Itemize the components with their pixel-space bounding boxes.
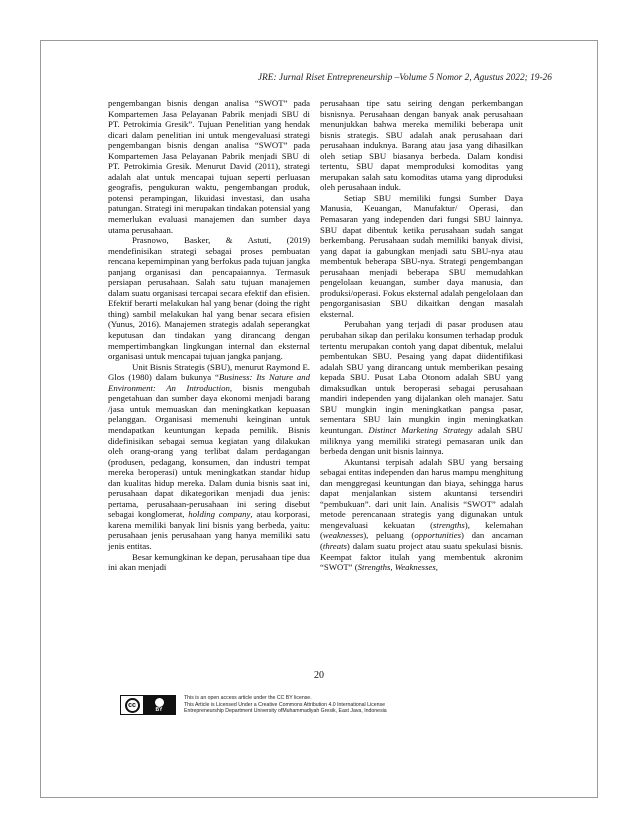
running-header: JRE: Jurnal Riset Entrepreneurship –Volume 5 Nomor 2, Agustus 2022; 19-26 [257, 73, 552, 83]
paragraph [320, 457, 523, 573]
text-run: ) dan ancaman ( [320, 530, 524, 551]
italic-term: Strengths, Weaknesses, [357, 562, 438, 573]
text-run: , atau korporasi, karena memiliki banyak lini bisnis yang berbeda, yaitu: perusahaan jenis perusahaan yang hanya memiliki satu jenis entitas. [108, 509, 311, 551]
page-number: 20 [314, 670, 324, 681]
paragraph [108, 362, 310, 552]
book-title: Business: Its Nature and Environment: An Introduction [108, 372, 310, 393]
italic-term: strengths [433, 519, 465, 530]
italic-term: threats [322, 540, 347, 551]
paragraph: perusahaan tipe satu seiring dengan perkembangan bisnisnya. Perusahaan dengan banyak anak perusahaan menunjukkan bahwa mereka memiliki beberapa unit bisnis strategis. SBU adalah anak perusahaan dari perusahaan induknya. Barang atau jasa yang dihasilkan oleh setiap SBU biasanya berbeda. Dalam kondisi tertentu, SBU dapat memproduksi komoditas yang merupakan salah satu komoditas utama yang diproduksi oleh perusahaan induk. [320, 98, 523, 193]
italic-term: opportunities [414, 530, 462, 541]
by-icon: BY [143, 696, 175, 714]
text-run: adalah SBU miliknya yang memiliki strategi pemasaran unik dan berbeda dengan unit bisnis lainnya. [320, 424, 523, 457]
license-line: This is an open access article under the CC BY license. [184, 695, 312, 701]
paragraph [320, 319, 523, 456]
paragraph: Prasnowo, Basker, & Astuti, (2019) mendefinisikan strategi sebagai proses pembuatan rencana kepemimpinan yang berfokus pada tujuan jangka panjang organisasi dan pencapaiannya. Termasuk persiapan perusahaan. Salah satu tujuan manajemen dalam suatu organisasi tercapai secara efektif dan efisien. Efektif berarti melakukan hal yang benar (doing the right thing) sambil melakukan hal yang benar secara efisien (Yunus, 2016). Manajemen strategis adalah seperangkat keputusan dan tindakan yang dirancang dengan mempertimbangkan lingkungan internal dan eksternal organisasi untuk mencapai tujuan jangka panjang. [108, 235, 310, 362]
text-run: , bisnis mengubah pengetahuan dan sumber daya ekonomi menjadi barang /jasa untuk memuaskan dan meningkatkan kepuasan pelanggan. Organisasi memenuhi keinginan untuk mendapatkan keuntungan kepada pemilik. Bisnis didefinisikan sebagai semua kegiatan yang dilakukan oleh orang-orang yang terlibat dalam perdagangan (produsen, pedagang, konsumen, dan industri tempat mereka beroperasi) untuk meningkatkan standar hidup dan kualitas hidup mereka. Dalam dunia bisnis saat ini, perusahaan dapat dikategorikan menjadi dua jenis: pertama, perusahaan-perusahaan ini sering disebut sebagai konglomerat, [108, 382, 310, 520]
paragraph: Besar kemungkinan ke depan, perusahaan tipe dua ini akan menjadi [108, 551, 310, 573]
italic-term: holding company [188, 509, 251, 520]
italic-term: weaknesses [322, 530, 364, 541]
right-column [320, 98, 523, 573]
text-run: Akuntansi terpisah adalah SBU yang bersaing sebagai entitas independen dan harus mampu menghitung dan menggregasi keuntungan dan biaya, sehingga harus dapat menjalankan sistem akuntansi tersendiri “pembukuan”. dari unit lain. Analisis “SWOT” adalah metode perencanaan strategis yang digunakan untuk mengevaluasi kekuatan ( [320, 456, 523, 530]
text-run: ), peluang ( [363, 530, 415, 541]
paragraph: pengembangan bisnis dengan analisa “SWOT” pada Kompartemen Jasa Pelayanan Pabrik menjadi SBU di PT. Petrokimia Gresik”. Tujuan Penelitian yang hendak dicari dalam penelitian ini untuk mengevaluasi strategi pengembangan bisnis dengan analisa “SWOT” pada Kompartemen Jasa Pelayanan Pabrik menjadi SBU di PT. Petrokimia Gresik. Menurut David (2011), strategi adalah alat untuk mencapai tujuan seperti perluasan geografis, pengukuran waktu, pengembangan produk, potensi perampingan, likuidasi investasi, dan usaha patungan. Strategi ini merupakan tindakan potensial yang memerlukan evaluasi manajemen dan sumber daya utama perusahaan. [108, 98, 310, 235]
paragraph: Setiap SBU memiliki fungsi Sumber Daya Manusia, Keuangan, Manufaktur/ Operasi, dan Pemasaran yang independen dari fungsi SBU lainnya. SBU dapat dibentuk ketika perusahaan sudah sangat berkembang. Perusahaan sudah memiliki banyak divisi, yang dapat ia gabungkan menjadi satu SBU-nya atau membentuk beberapa SBU-nya. Strategi pengembangan perusahaan menjadi beberapa SBU memudahkan pengelolaan keuangan, sumber daya manusia, dan produksi/operasi. Fokus eksternal adalah pengelolaan dan pengorganisasian SBU dikaitkan dengan masalah eksternal. [320, 192, 523, 319]
cc-icon: cc [121, 696, 143, 714]
person-icon [155, 698, 164, 707]
italic-term: Distinct Marketing Strategy [368, 424, 473, 435]
license-text [184, 695, 387, 715]
cc-by-logo-icon [120, 695, 176, 715]
license-footer [120, 695, 387, 715]
text-run: Unit Bisnis Strategis (SBU), menurut Raymond E. Glos (1980) dalam bukunya “ [108, 361, 310, 383]
text-run: Perubahan yang terjadi di pasar produsen atau perubahan sikap dan perilaku konsumen terhadap produk tertentu merupakan contoh yang dapat dibentuk, melalui pembentukan SBU. Pesaing yang dapat diidentifikasi adalah SBU yang dirancang untuk memberikan pesaing kepada SBU. Pusat Laba Otonom adalah SBU yang dimaksudkan untuk beroperasi sebagai perusahaan mandiri independen yang dijalankan oleh manajer. Satu SBU mungkin ingin meningkatkan pangsa pasar, sementara SBU lain mungkin ingin meningkatkan keuntungan. [320, 319, 523, 435]
text-run: ) dalam suatu project atau suatu spekulasi bisnis. Keempat faktor itulah yang membentuk akronim “SWOT” ( [320, 540, 523, 573]
text-run: ), kelemahan ( [320, 519, 524, 541]
license-line: Entrepreneurship Department University ofMuhammadiyah Gresik, East Java, Indonesia [184, 708, 387, 715]
license-line: This Article is Licensed Under a Creative Commons Attribution 4.0 International License [184, 701, 385, 708]
left-column [108, 98, 310, 573]
